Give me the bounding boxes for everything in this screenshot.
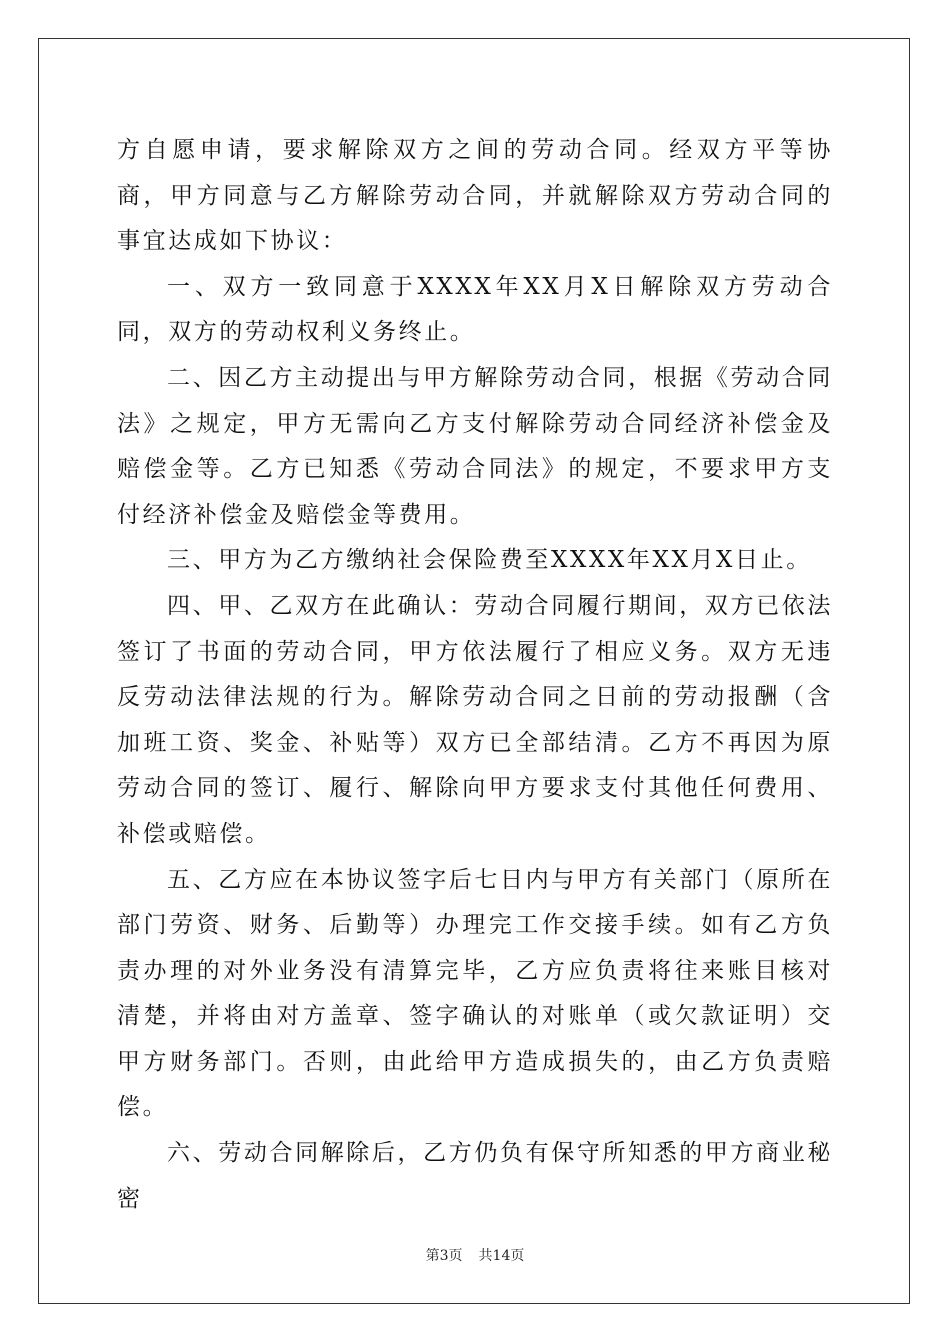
page-number-current: 第3页 [425, 1248, 463, 1264]
paragraph-3: 三、甲方为乙方缴纳社会保险费至XXXX年XX月X日止。 [167, 547, 812, 574]
paragraph-2: 二、因乙方主动提出与甲方解除劳动合同，根据《劳动合同法》之规定，甲方无需向乙方支付解除劳动合同经济补偿金及赔偿金等。乙方已知悉《劳动合同法》的规定，不要求甲方支付经济补偿金及赔偿金等费用。 [117, 364, 833, 528]
paragraph-1: 一、双方一致同意于XXXX年XX月X日解除双方劳动合同，双方的劳动权利义务终止。 [117, 273, 833, 346]
paragraph-0: 方自愿申请，要求解除双方之间的劳动合同。经双方平等协商，甲方同意与乙方解除劳动合同，并就解除双方劳动合同的事宜达成如下协议： [117, 137, 833, 255]
paragraph-5: 五、乙方应在本协议签字后七日内与甲方有关部门（原所在部门劳资、财务、后勤等）办理完工作交接手续。如有乙方负责办理的对外业务没有清算完毕，乙方应负责将往来账目核对清楚，并将由对方盖章、签字确认的对账单（或欠款证明）交甲方财务部门。否则，由此给甲方造成损失的，由乙方负责赔偿。 [117, 866, 833, 1121]
page-footer [0, 1247, 950, 1265]
document-body [117, 128, 833, 1222]
paragraph-6: 六、劳动合同解除后，乙方仍负有保守所知悉的甲方商业秘密 [117, 1140, 833, 1212]
page-number-total: 共14页 [478, 1248, 525, 1264]
paragraph-4: 四、甲、乙双方在此确认：劳动合同履行期间，双方已依法签订了书面的劳动合同，甲方依法履行了相应义务。双方无违反劳动法律法规的行为。解除劳动合同之日前的劳动报酬（含加班工资、奖金、补贴等）双方已全部结清。乙方不再因为原劳动合同的签订、履行、解除向甲方要求支付其他任何费用、补偿或赔偿。 [117, 592, 833, 847]
